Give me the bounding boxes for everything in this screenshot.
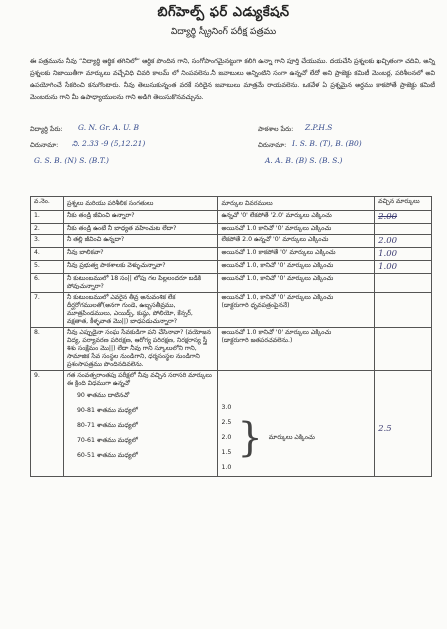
- row-rule: ఉన్నచో '0' లేకపోతే '2.0' మార్కులు ఎక్కించు: [218, 211, 375, 224]
- col-header-question: ప్రశ్నలు మరియు పరిశీలిక సంగతులు: [63, 197, 218, 211]
- row-number: 4.: [31, 248, 64, 261]
- row-mark-value: 2.5: [378, 424, 392, 434]
- grade-lines: [67, 388, 215, 463]
- col-header-marks-details: మార్కుల వివరములు: [218, 197, 375, 211]
- row-rule: [218, 293, 375, 328]
- row-number: 2.: [31, 224, 64, 235]
- row-question: నీవు బాలికవా?: [63, 248, 218, 261]
- row-question-text: గత సంవత్సరాంతపు పరీక్షలో నీవు వచ్చిన సరాసరి మార్కులు ఈ క్రింది విధముగా ఉన్నచో: [66, 372, 212, 387]
- school-value: Z.P.H.S: [305, 123, 333, 132]
- grade-mark: 2.5: [221, 419, 232, 426]
- col-header-marks-obtained: వచ్చిన మార్కులు: [375, 197, 432, 211]
- address-line-3a: G. S. B. (N) S. (B.T.): [34, 156, 109, 165]
- address-label-2: చిరునామా:: [258, 141, 287, 149]
- grade-line: 90-81 శాతము మధ్యలో: [76, 407, 138, 414]
- address-label: చిరునామా:: [30, 141, 59, 149]
- table-row: [31, 328, 432, 371]
- grade-line: 60-51 శాతము మధ్యలో: [76, 452, 138, 459]
- grade-mark: 1.5: [221, 449, 232, 456]
- row-mark: [375, 235, 432, 248]
- row-number: 9.: [31, 371, 64, 477]
- row-mark-value: 1.00: [378, 262, 398, 272]
- row-mark: [375, 328, 432, 371]
- student-name-value: G. N. Gr. A. U. B: [78, 123, 139, 132]
- row-question: నీ తల్లి జీవించి ఉన్నదా?: [63, 235, 218, 248]
- row-question: నీవు ప్రభుత్వ పాఠశాలకు వెళ్ళుచున్నావా?: [63, 261, 218, 274]
- address-value: ని. 2.33 -9 (5,12.21): [72, 139, 146, 148]
- row-rule: లేకపోతే 2.0 ఉన్నచో '0' మార్కులు ఎక్కించు: [218, 235, 375, 248]
- row-rule: అయినచో 1.0 కానిచో '0' మార్కులు ఎక్కించు: [218, 224, 375, 235]
- row-number: 6.: [31, 274, 64, 293]
- grade-mark-values: [221, 400, 231, 475]
- row-mark: [375, 261, 432, 274]
- row-mark: [375, 211, 432, 224]
- row-mark-value: 2.00: [378, 236, 398, 246]
- student-details: [30, 125, 435, 173]
- row-number: 8.: [31, 328, 64, 371]
- screening-table: [30, 196, 432, 477]
- row-mark: [375, 293, 432, 328]
- grade-mark: 2.0: [221, 434, 232, 441]
- row-mark-value: 1.00: [378, 249, 398, 259]
- row-number: 3.: [31, 235, 64, 248]
- grade-mark: 3.0: [221, 404, 232, 411]
- brace-icon: }: [237, 414, 263, 461]
- table-row: [31, 224, 432, 235]
- row-question: నీ కుటుంబములో ఎవరైన తీవ్ర అనువంశిక లేక దీర్ఘరోగములతో(అనగా గుండె, ఉబ్బసతీవ్రము, మూత్రపిండములు, ఎయిడ్స్, కుష్ఠు, పోలియో, కేన్సర్, వక్షతాత, కీళ్ళవాత మొ||) బాధపడుచున్నారా?: [63, 293, 218, 328]
- row-rule: అయినచో 1.0 కాకపోతే '0' మార్కులు ఎక్కించు: [218, 248, 375, 261]
- row-mark: [375, 224, 432, 235]
- instructions-paragraph: ఈ పత్రమును నీవు “విద్యార్థి ఆర్థిక తగినిలో” ఆర్థిక పొందిన గాని, సంగోపాంగమైనట్టుగా కలిగి ఉన్నా గాని పూర్తి చేయుము. దయచేసి ప్రశ్నలకు ఖచ్చితంగా చదివి, అన్ని ప్రశ్నలకు నిజాయితీగా మార్కులు వచ్చేవిధి చివరి కాలమ్ లో నింపవలెను.నీ జవాబులు అన్నింటిని సంగా ఉన్నచో లేదో అని ప్రాజెక్టు కమిటీ మెంబర్ల, పరిశీలనలో అవి ఉపయోగించే సేకరించి కనుగొంటారు. నీవు తెలుసుకున్నంత వరకే సరిదైన జవాబులు మాత్రమే రాయవలెను. ఒకవేళ ఏ ప్రశ్నమైన అర్థము కాకపోతే ప్రాజెక్టు కమిటీ మెంబరును గాని మీ ఉపాధ్యాయులను గాని అడిగి తెలుసుకొనవచ్చును.: [30, 57, 435, 101]
- form-subtitle: విద్యార్థి స్క్రీనింగ్ పరీక్ష పత్రము: [170, 27, 277, 37]
- row-rule-text: అయినచో 1.0, కానిచో '0' మార్కులు ఎక్కించు: [221, 294, 334, 301]
- row-question: నీవు ఎప్పుడైనా సంఘ సేవకుడిగా పని చేసినావా? (వయోజన విద్య, పర్యావరణ పరిరక్షణ, ఆరోగ్య పరిరక్షణ, నిరక్షరాస్య స్త్రీ శిశు సంక్షేమం మొ||) లేదా నీవు గాని స్కూలులోని గాని, సామాజిక సేవ సంస్థల నుండిగాని, ధర్మసంస్థల నుండిగాని ప్రశంసాపత్రము పొందినదివలెను.: [63, 328, 218, 371]
- row-question: నీకు తండ్రి జీవించి ఉన్నారా?: [63, 211, 218, 224]
- table-row: [31, 211, 432, 224]
- row-mark: [375, 371, 432, 477]
- row-rule-note: (డాక్టరుగారి ధృవపత్రంపైననే): [221, 302, 290, 309]
- address-line-3b: A. A. B. (B) S. (B. S.): [265, 156, 343, 165]
- row-rule: అయినచో 1.0, కానిచో '0' మార్కులు ఎక్కించు: [218, 274, 375, 293]
- col-header-no: వ.నెం.: [31, 197, 64, 211]
- table-row: [31, 371, 432, 477]
- grade-line: 70-61 శాతము మధ్యలో: [76, 437, 138, 444]
- row-rule: [218, 328, 375, 371]
- student-name-label: విద్యార్థి పేరు:: [30, 125, 63, 133]
- row-question: నీ కుటుంబములో 18 సం|| లోపు గల పిల్లలందరూ బడికి పోవుచున్నారా?: [63, 274, 218, 293]
- form-title: బిగ్‌హెల్ప్ ఫర్ ఎడ్యుకేషన్: [157, 5, 290, 20]
- grade-scale: [221, 400, 371, 475]
- school-label: పాఠశాల పేరు:: [258, 125, 294, 133]
- row-rule: [218, 371, 375, 477]
- table-row: [31, 274, 432, 293]
- table-row: [31, 235, 432, 248]
- row-mark-value: 2.00: [378, 212, 398, 222]
- row-question: నీకు తండ్రి ఉంటే నీ బాధ్యత వహించుట లేదా?: [63, 224, 218, 235]
- row-rule: అయినచో 1.0, కానిచో '0' మార్కులు ఎక్కించు: [218, 261, 375, 274]
- grade-mark: 1.0: [221, 464, 232, 471]
- table-row: [31, 293, 432, 328]
- row-number: 5.: [31, 261, 64, 274]
- grade-line: 90 శాతము దాటినచో: [76, 392, 130, 399]
- row-rule-text: మార్కులు ఎక్కించు: [268, 433, 315, 441]
- row-rule-note: (డాక్టరుగారి జతపరచవలెను.): [221, 337, 293, 344]
- row-question: [63, 371, 218, 477]
- row-number: 1.: [31, 211, 64, 224]
- row-mark: [375, 274, 432, 293]
- row-number: 7.: [31, 293, 64, 328]
- grade-line: 80-71 శాతము మధ్యలో: [76, 422, 138, 429]
- address-value-2: I. S. B. (T), B. (B0): [292, 139, 362, 148]
- table-row: [31, 248, 432, 261]
- table-row: [31, 261, 432, 274]
- row-rule-text: అయినచో 1.0 కానిచో '0' మార్కులు ఎక్కించు: [221, 329, 332, 336]
- row-mark: [375, 248, 432, 261]
